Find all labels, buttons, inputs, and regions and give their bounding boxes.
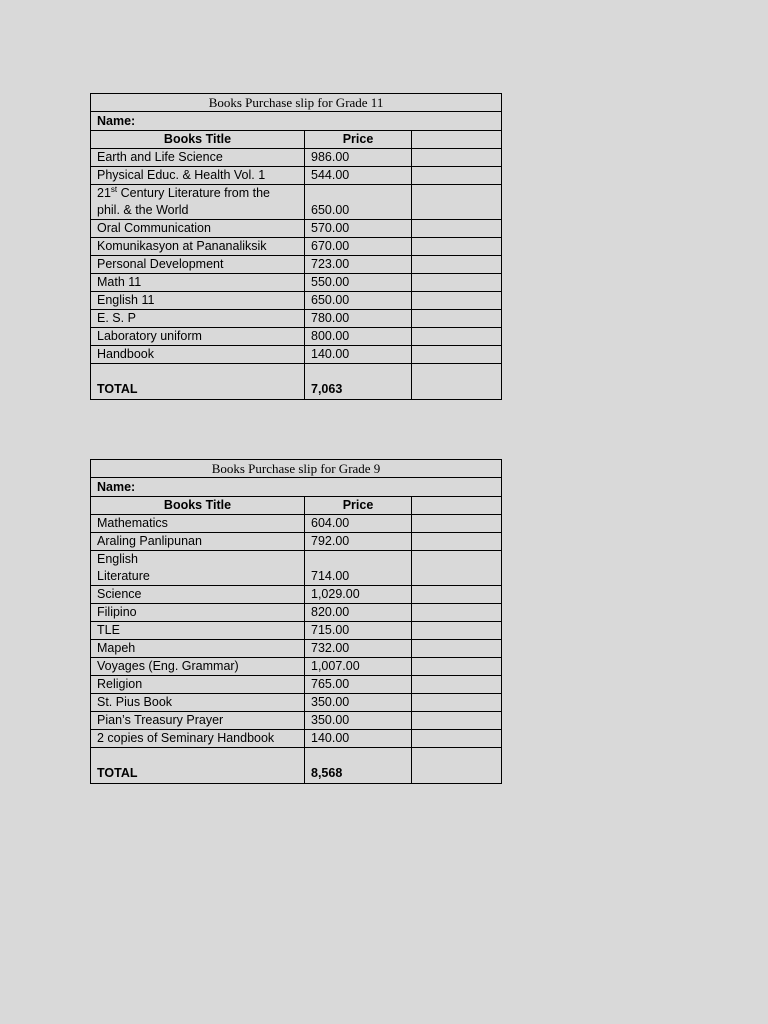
- book-price: 1,007.00: [305, 658, 412, 676]
- book-title-superscript: st: [110, 184, 118, 194]
- header-price: Price: [305, 497, 412, 515]
- blank-cell: [412, 533, 502, 551]
- book-price: 1,029.00: [305, 586, 412, 604]
- book-title: Filipino: [91, 604, 305, 622]
- book-title-line2: phil. & the World: [97, 203, 189, 217]
- blank-cell: [412, 238, 502, 256]
- book-title: [91, 551, 305, 586]
- book-price: 820.00: [305, 604, 412, 622]
- blank-cell: [412, 256, 502, 274]
- book-title-line2: Literature: [97, 569, 150, 583]
- table-row: [91, 586, 502, 604]
- book-title: Physical Educ. & Health Vol. 1: [91, 167, 305, 185]
- total-row: [91, 364, 502, 400]
- book-title: Mathematics: [91, 515, 305, 533]
- book-title: Mapeh: [91, 640, 305, 658]
- blank-cell: [412, 220, 502, 238]
- table-row: [91, 622, 502, 640]
- table-row: [91, 658, 502, 676]
- book-title-number: 21: [97, 186, 111, 200]
- table-row: [91, 533, 502, 551]
- book-price: 650.00: [305, 292, 412, 310]
- header-row: [91, 131, 502, 149]
- blank-cell: [412, 748, 502, 784]
- book-price: 670.00: [305, 238, 412, 256]
- book-price: 140.00: [305, 730, 412, 748]
- book-title: Komunikasyon at Pananaliksik: [91, 238, 305, 256]
- book-title: St. Pius Book: [91, 694, 305, 712]
- table-row: [91, 604, 502, 622]
- blank-cell: [412, 730, 502, 748]
- table-row: [91, 220, 502, 238]
- table-row: [91, 515, 502, 533]
- total-label: TOTAL: [91, 364, 305, 400]
- purchase-slip-grade-9: [90, 459, 502, 784]
- slip-title: Books Purchase slip for Grade 9: [91, 460, 502, 478]
- table-row: [91, 167, 502, 185]
- table-row: [91, 310, 502, 328]
- book-price: 732.00: [305, 640, 412, 658]
- blank-cell: [412, 274, 502, 292]
- book-price: 765.00: [305, 676, 412, 694]
- book-price: 570.00: [305, 220, 412, 238]
- blank-cell: [412, 346, 502, 364]
- slip-title-row: [91, 460, 502, 478]
- table-row: [91, 256, 502, 274]
- blank-cell: [412, 364, 502, 400]
- book-title: English 11: [91, 292, 305, 310]
- table-row: [91, 238, 502, 256]
- table-row: [91, 694, 502, 712]
- name-field: Name:: [91, 112, 502, 131]
- book-title: Voyages (Eng. Grammar): [91, 658, 305, 676]
- name-row: [91, 112, 502, 131]
- table-row: [91, 676, 502, 694]
- book-price: 650.00: [305, 185, 412, 220]
- book-title-line1: English: [97, 552, 138, 566]
- book-price: 604.00: [305, 515, 412, 533]
- blank-cell: [412, 712, 502, 730]
- book-title: Handbook: [91, 346, 305, 364]
- table-row: [91, 274, 502, 292]
- blank-cell: [412, 551, 502, 586]
- book-price: 800.00: [305, 328, 412, 346]
- header-price: Price: [305, 131, 412, 149]
- table-row: [91, 712, 502, 730]
- book-price: 792.00: [305, 533, 412, 551]
- table-row: [91, 328, 502, 346]
- book-title: Araling Panlipunan: [91, 533, 305, 551]
- table-row: [91, 149, 502, 167]
- total-row: [91, 748, 502, 784]
- book-title: Math 11: [91, 274, 305, 292]
- blank-cell: [412, 310, 502, 328]
- book-title: 2 copies of Seminary Handbook: [91, 730, 305, 748]
- blank-cell: [412, 604, 502, 622]
- book-price: 986.00: [305, 149, 412, 167]
- book-title: Oral Communication: [91, 220, 305, 238]
- header-blank: [412, 497, 502, 515]
- book-title: Pian’s Treasury Prayer: [91, 712, 305, 730]
- table-row: [91, 292, 502, 310]
- book-price: 350.00: [305, 694, 412, 712]
- slip-title-row: [91, 94, 502, 112]
- blank-cell: [412, 658, 502, 676]
- book-title-line1: Century Literature from the: [117, 186, 270, 200]
- blank-cell: [412, 586, 502, 604]
- book-price: 544.00: [305, 167, 412, 185]
- book-title: TLE: [91, 622, 305, 640]
- blank-cell: [412, 149, 502, 167]
- blank-cell: [412, 515, 502, 533]
- book-price: 550.00: [305, 274, 412, 292]
- header-books-title: Books Title: [91, 131, 305, 149]
- header-blank: [412, 131, 502, 149]
- name-field: Name:: [91, 478, 502, 497]
- book-title: E. S. P: [91, 310, 305, 328]
- table-row: [91, 185, 502, 220]
- book-price: 714.00: [305, 551, 412, 586]
- purchase-slip-grade-11: [90, 93, 502, 400]
- book-price: 350.00: [305, 712, 412, 730]
- table-row: [91, 551, 502, 586]
- blank-cell: [412, 328, 502, 346]
- table-row: [91, 640, 502, 658]
- book-title: [91, 185, 305, 220]
- header-row: [91, 497, 502, 515]
- blank-cell: [412, 292, 502, 310]
- book-title: Personal Development: [91, 256, 305, 274]
- book-price: 715.00: [305, 622, 412, 640]
- table-row: [91, 346, 502, 364]
- total-value: 7,063: [305, 364, 412, 400]
- header-books-title: Books Title: [91, 497, 305, 515]
- blank-cell: [412, 676, 502, 694]
- total-value: 8,568: [305, 748, 412, 784]
- blank-cell: [412, 167, 502, 185]
- book-price: 780.00: [305, 310, 412, 328]
- total-label: TOTAL: [91, 748, 305, 784]
- book-title: Religion: [91, 676, 305, 694]
- table-row: [91, 730, 502, 748]
- blank-cell: [412, 622, 502, 640]
- book-price: 140.00: [305, 346, 412, 364]
- book-title: Earth and Life Science: [91, 149, 305, 167]
- blank-cell: [412, 694, 502, 712]
- name-row: [91, 478, 502, 497]
- book-price: 723.00: [305, 256, 412, 274]
- slip-title: Books Purchase slip for Grade 11: [91, 94, 502, 112]
- blank-cell: [412, 640, 502, 658]
- book-title: Science: [91, 586, 305, 604]
- book-title: Laboratory uniform: [91, 328, 305, 346]
- blank-cell: [412, 185, 502, 220]
